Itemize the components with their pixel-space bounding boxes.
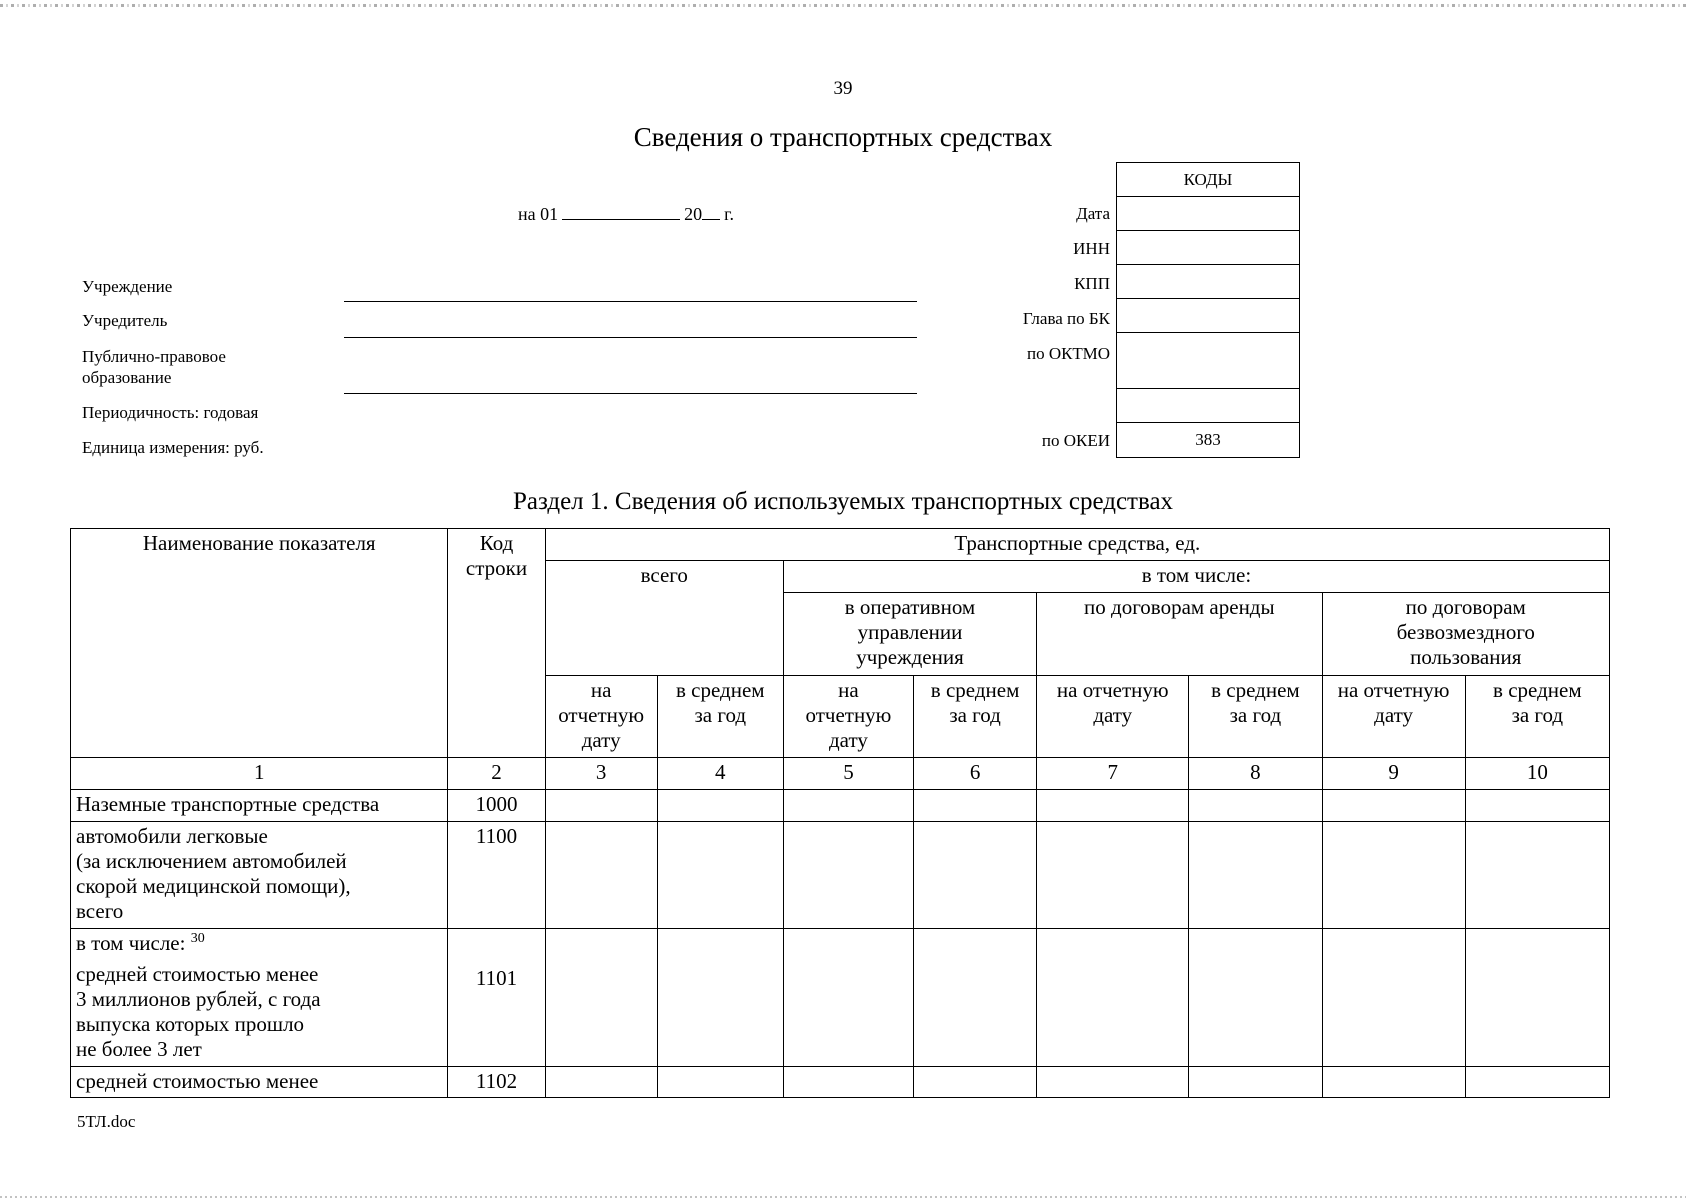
data-cell[interactable] xyxy=(1189,929,1322,1067)
column-number: 4 xyxy=(657,758,783,790)
header-total: всего xyxy=(545,561,783,676)
table-row xyxy=(71,929,1610,1067)
data-cell[interactable] xyxy=(657,1067,783,1098)
row-name-line: скорой медицинской помощи), xyxy=(76,874,351,898)
code-label-oktmo: по ОКТМО xyxy=(1026,344,1110,363)
row-code: 1000 xyxy=(448,790,545,822)
codes-box xyxy=(1116,162,1300,458)
data-cell[interactable] xyxy=(1037,822,1189,929)
page-number: 39 xyxy=(833,78,853,99)
data-cell[interactable] xyxy=(783,1067,913,1098)
data-cell[interactable] xyxy=(914,1067,1037,1098)
field-label-public-entity-line1: Публично-правовое xyxy=(82,347,226,366)
data-cell[interactable] xyxy=(1189,822,1322,929)
data-cell[interactable] xyxy=(545,822,657,929)
subheader-total-date xyxy=(545,676,657,758)
row-name-line: средней стоимостью менее xyxy=(76,962,319,986)
column-number: 6 xyxy=(914,758,1037,790)
row-name xyxy=(71,822,448,929)
data-cell[interactable] xyxy=(657,822,783,929)
subheader-free-avg xyxy=(1465,676,1609,758)
subheader-free-date xyxy=(1322,676,1465,758)
header-operative-line2: управлении xyxy=(857,620,963,644)
data-cell[interactable] xyxy=(783,790,913,822)
column-number: 5 xyxy=(783,758,913,790)
row-name xyxy=(71,929,448,1067)
code-cell-date[interactable] xyxy=(1117,197,1299,231)
header-free-line1: по договорам xyxy=(1405,595,1526,619)
data-cell[interactable] xyxy=(1037,790,1189,822)
row-name: Наземные транспортные средства xyxy=(71,790,448,822)
code-cell-okei: 383 xyxy=(1195,430,1221,449)
subheader-op-date-l1: на xyxy=(838,678,859,702)
column-number: 9 xyxy=(1322,758,1465,790)
row-name: средней стоимостью менее xyxy=(71,1067,448,1098)
field-line-public-entity[interactable] xyxy=(344,393,917,394)
data-cell[interactable] xyxy=(783,929,913,1067)
transport-table xyxy=(70,528,1610,1098)
table-row xyxy=(71,822,1610,929)
date-year-prefix: 20 xyxy=(684,204,703,224)
subheader-rent-avg-l2: за год xyxy=(1229,703,1282,727)
header-operative-management xyxy=(783,593,1036,676)
code-cell-oktmo[interactable] xyxy=(1117,333,1299,389)
subheader-op-date xyxy=(783,676,913,758)
row-name-prefix-text: в том числе: xyxy=(76,931,186,955)
data-cell[interactable] xyxy=(657,929,783,1067)
header-operative-line3: учреждения xyxy=(856,645,964,669)
code-label-okei: по ОКЕИ xyxy=(1041,431,1110,450)
column-number: 1 xyxy=(71,758,448,790)
data-cell[interactable] xyxy=(545,1067,657,1098)
column-number: 10 xyxy=(1465,758,1609,790)
code-label-inn: ИНН xyxy=(1073,239,1110,258)
row-name-line: выпуска которых прошло xyxy=(76,1012,305,1036)
subheader-free-date-l1: на отчетную xyxy=(1337,678,1450,702)
subheader-rent-date-l1: на отчетную xyxy=(1056,678,1169,702)
field-label-founder: Учредитель xyxy=(82,311,168,330)
data-cell[interactable] xyxy=(783,822,913,929)
field-label-institution: Учреждение xyxy=(82,277,173,296)
subheader-rent-avg xyxy=(1189,676,1322,758)
code-label-date: Дата xyxy=(1076,204,1110,223)
data-cell[interactable] xyxy=(545,790,657,822)
subheader-total-avg xyxy=(657,676,783,758)
footer-filename: 5ТЛ.doc xyxy=(77,1112,136,1131)
field-line-founder[interactable] xyxy=(344,337,917,338)
report-date-line xyxy=(518,204,734,225)
scan-edge-top xyxy=(0,4,1686,7)
row-name-prefix xyxy=(76,931,444,956)
subheader-free-date-l2: дату xyxy=(1374,703,1414,727)
column-number: 2 xyxy=(448,758,545,790)
header-free-line3: пользования xyxy=(1410,645,1522,669)
data-cell[interactable] xyxy=(1322,790,1465,822)
header-free-use xyxy=(1322,593,1610,676)
table-row xyxy=(71,790,1610,822)
data-cell[interactable] xyxy=(1322,822,1465,929)
subheader-rent-date-l2: дату xyxy=(1093,703,1133,727)
data-cell[interactable] xyxy=(1465,929,1609,1067)
subheader-total-avg-l2: за год xyxy=(694,703,747,727)
header-rent-agreements: по договорам аренды xyxy=(1037,593,1322,676)
data-cell[interactable] xyxy=(1322,1067,1465,1098)
data-cell[interactable] xyxy=(1465,822,1609,929)
document-title: Сведения о транспортных средствах xyxy=(633,122,1053,152)
data-cell[interactable] xyxy=(914,929,1037,1067)
data-cell[interactable] xyxy=(914,790,1037,822)
row-name-line: автомобили легковые xyxy=(76,824,268,848)
date-prefix: на 01 xyxy=(518,204,559,224)
data-cell[interactable] xyxy=(914,822,1037,929)
date-year-blank[interactable] xyxy=(702,205,720,220)
data-cell[interactable] xyxy=(1322,929,1465,1067)
header-indicator-name: Наименование показателя xyxy=(71,529,448,758)
data-cell[interactable] xyxy=(1189,790,1322,822)
row-name-line: 3 миллионов рублей, с года xyxy=(76,987,321,1011)
data-cell[interactable] xyxy=(545,929,657,1067)
subheader-op-date-l2: отчетную xyxy=(805,703,892,727)
code-cell-inn[interactable] xyxy=(1117,231,1299,265)
field-label-public-entity-line2: образование xyxy=(82,368,172,387)
row-code: 1102 xyxy=(448,1067,545,1098)
data-cell[interactable] xyxy=(1465,790,1609,822)
column-number: 3 xyxy=(545,758,657,790)
row-code: 1101 xyxy=(448,929,545,1067)
data-cell[interactable] xyxy=(657,790,783,822)
subheader-total-date-l2: отчетную xyxy=(558,703,645,727)
subheader-total-avg-l1: в среднем xyxy=(675,678,765,702)
field-line-institution[interactable] xyxy=(344,301,917,302)
subheader-op-avg-l2: за год xyxy=(949,703,1001,727)
date-suffix: г. xyxy=(724,204,734,224)
header-including: в том числе: xyxy=(783,561,1609,593)
row-code: 1100 xyxy=(448,822,545,929)
subheader-total-date-l1: на xyxy=(590,678,612,702)
field-label-periodicity: Периодичность: годовая xyxy=(82,403,259,422)
code-label-kpp: КПП xyxy=(1074,274,1110,293)
subheader-free-avg-l2: за год xyxy=(1511,703,1564,727)
subheader-rent-date xyxy=(1037,676,1189,758)
subheader-op-avg xyxy=(914,676,1037,758)
footnote-mark: 30 xyxy=(190,931,205,946)
data-cell[interactable] xyxy=(1189,1067,1322,1098)
subheader-free-avg-l1: в среднем xyxy=(1493,678,1582,702)
date-month-blank[interactable] xyxy=(562,205,680,220)
subheader-rent-avg-l1: в среднем xyxy=(1211,678,1300,702)
field-label-unit: Единица измерения: руб. xyxy=(82,438,264,457)
subheader-total-date-l3: дату xyxy=(581,728,621,752)
data-cell[interactable] xyxy=(1037,929,1189,1067)
header-row-code-line2: строки xyxy=(465,556,528,580)
table-row xyxy=(71,1067,1610,1098)
column-number: 7 xyxy=(1037,758,1189,790)
row-name-line: не более 3 лет xyxy=(76,1037,202,1061)
code-label-bk: Глава по БК xyxy=(1022,309,1110,328)
row-name-line: (за исключением автомобилей xyxy=(76,849,347,873)
row-name-line: всего xyxy=(76,899,124,923)
scan-edge-bottom xyxy=(0,1196,1686,1198)
code-cell-blank[interactable] xyxy=(1117,389,1299,423)
header-row-code-line1: Код xyxy=(479,531,514,555)
data-cell[interactable] xyxy=(1465,1067,1609,1098)
field-label-public-entity xyxy=(82,346,226,388)
code-cell-bk[interactable] xyxy=(1117,299,1299,333)
subheader-op-date-l3: дату xyxy=(829,728,868,752)
header-transport-units: Транспортные средства, ед. xyxy=(545,529,1609,561)
data-cell[interactable] xyxy=(1037,1067,1189,1098)
column-number: 8 xyxy=(1189,758,1322,790)
header-row-code xyxy=(448,529,545,758)
header-free-line2: безвозмездного xyxy=(1396,620,1535,644)
section-title: Раздел 1. Сведения об используемых транспортных средствах xyxy=(512,488,1174,515)
code-cell-kpp[interactable] xyxy=(1117,265,1299,299)
codes-header: КОДЫ xyxy=(1117,163,1299,197)
subheader-op-avg-l1: в среднем xyxy=(930,678,1020,702)
header-operative-line1: в оперативном xyxy=(844,595,976,619)
